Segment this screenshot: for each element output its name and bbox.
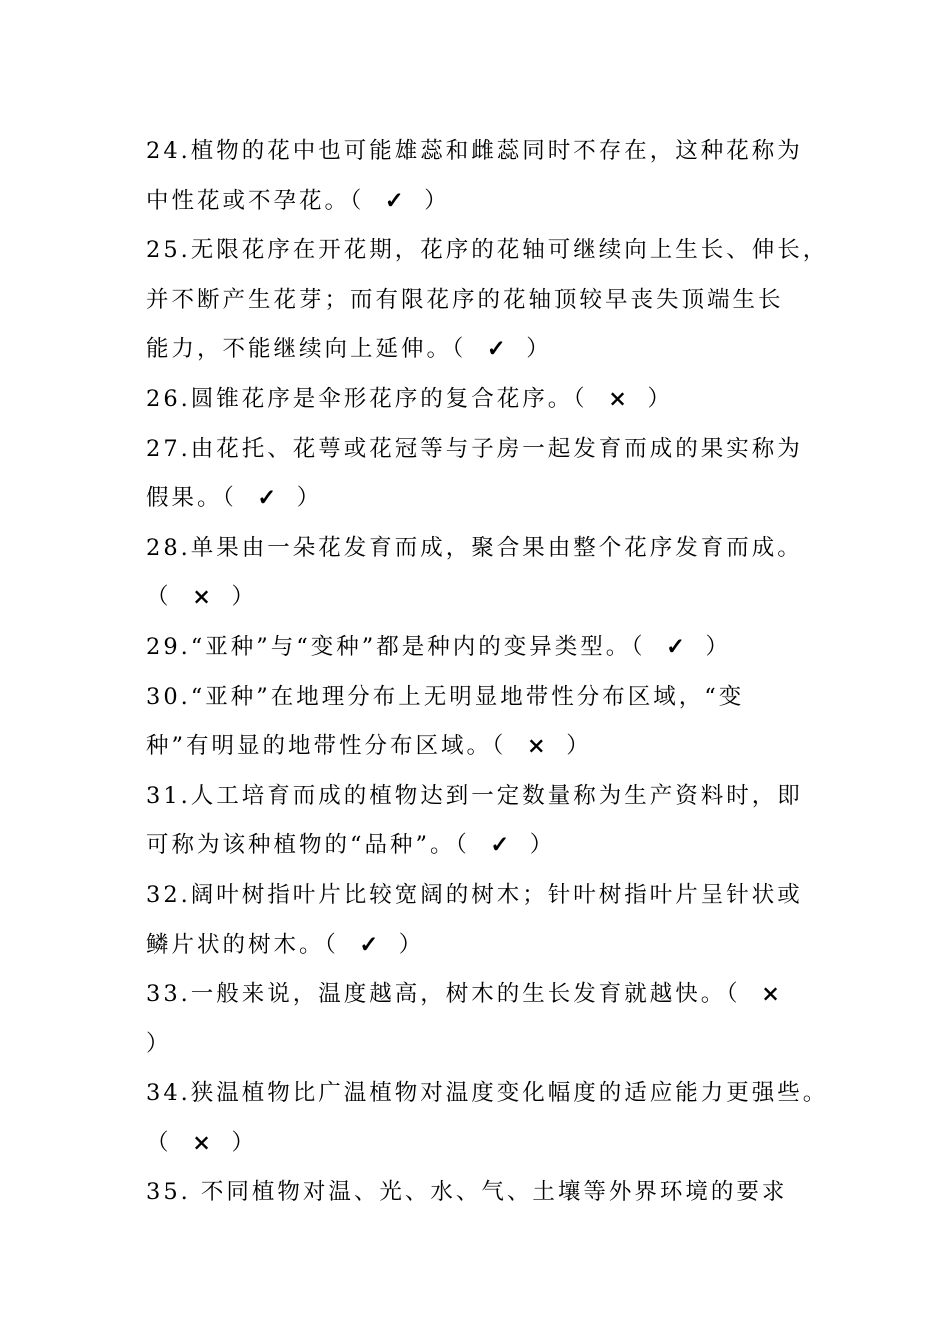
question-list — [146, 127, 836, 1218]
question-text: 可称为该种植物的“品种”。（ — [146, 832, 470, 859]
question-text: 种”有明显的地带性分布区域。（ — [146, 733, 507, 760]
question-item — [146, 772, 836, 871]
question-text: 32.阔叶树指叶片比较宽阔的树木；针叶树指叶片呈针状或 — [146, 881, 803, 908]
question-line — [146, 276, 836, 326]
question-line — [146, 375, 836, 425]
close-paren: ） — [424, 187, 450, 214]
question-item — [146, 127, 836, 226]
question-item — [146, 1069, 836, 1168]
question-line — [146, 226, 836, 276]
check-mark-icon: ✓ — [490, 832, 510, 859]
cross-mark-icon: × — [526, 733, 546, 760]
cross-mark-icon: × — [192, 584, 211, 611]
question-text: 能力，不能继续向上延伸。（ — [146, 336, 467, 363]
question-text: 24.植物的花中也可能雄蕊和雌蕊同时不存在，这种花称为 — [146, 138, 803, 164]
close-paren: ） — [398, 931, 425, 958]
question-line — [146, 722, 836, 772]
close-paren: ） — [529, 832, 556, 859]
question-item — [146, 673, 836, 772]
question-text: 26.圆锥花序是伞形花序的复合花序。（ — [146, 385, 588, 412]
close-paren: ） — [296, 485, 323, 512]
question-text: 35. 不同植物对温、光、水、气、土壤等外界环境的要求 — [146, 1179, 788, 1206]
close-paren: ） — [647, 385, 674, 412]
question-line — [146, 425, 836, 475]
question-line — [146, 325, 836, 375]
question-line — [146, 177, 836, 227]
check-mark-icon: ✓ — [486, 336, 506, 363]
question-item — [146, 226, 836, 375]
check-mark-icon: ✓ — [666, 633, 685, 660]
question-line — [146, 1168, 836, 1218]
close-paren: ） — [231, 584, 258, 611]
cross-mark-icon: × — [192, 1129, 211, 1156]
question-item — [146, 970, 836, 1069]
question-text: 33.一般来说，温度越高，树木的生长发育就越快。（ — [146, 981, 741, 1008]
question-line — [146, 921, 836, 971]
question-item — [146, 524, 836, 623]
question-line — [146, 127, 836, 177]
question-item — [146, 1168, 836, 1218]
question-text: 28.单果由一朵花发育而成，聚合果由整个花序发育而成。 — [146, 534, 803, 561]
question-item — [146, 871, 836, 970]
check-mark-icon: ✓ — [257, 485, 277, 512]
question-line — [146, 1020, 836, 1070]
close-paren: ） — [231, 1129, 258, 1156]
question-item — [146, 425, 836, 524]
close-paren: ） — [526, 336, 552, 363]
question-line — [146, 524, 836, 574]
cross-mark-icon: × — [608, 385, 627, 412]
question-text: 34.狭温植物比广温植物对温度变化幅度的适应能力更强些。 — [146, 1080, 829, 1107]
check-mark-icon: ✓ — [359, 931, 379, 958]
question-line — [146, 623, 836, 673]
question-item — [146, 623, 836, 673]
close-paren: ） — [146, 1030, 172, 1057]
question-line — [146, 1069, 836, 1119]
question-text: （ — [146, 584, 172, 611]
question-text: 中性花或不孕花。（ — [146, 187, 365, 214]
question-line — [146, 573, 836, 623]
question-line — [146, 673, 836, 723]
question-text: 29.“亚种”与“变种”都是种内的变异类型。（ — [146, 633, 646, 660]
question-item — [146, 375, 836, 425]
close-paren: ） — [705, 633, 732, 660]
question-line — [146, 821, 836, 871]
question-line — [146, 1119, 836, 1169]
question-text: 31.人工培育而成的植物达到一定数量称为生产资料时，即 — [146, 782, 803, 809]
question-line — [146, 970, 836, 1020]
cross-mark-icon: × — [761, 981, 780, 1008]
close-paren: ） — [566, 733, 592, 760]
question-text: 假果。（ — [146, 485, 237, 512]
question-line — [146, 772, 836, 822]
question-text: 并不断产生花芽；而有限花序的花轴顶较早丧失顶端生长 — [146, 286, 784, 313]
question-line — [146, 474, 836, 524]
question-text: 鳞片状的树木。（ — [146, 931, 339, 958]
question-text: 27.由花托、花萼或花冠等与子房一起发育而成的果实称为 — [146, 435, 803, 462]
question-line — [146, 871, 836, 921]
check-mark-icon: ✓ — [384, 187, 404, 214]
question-text: （ — [146, 1129, 172, 1156]
question-text: 30.“亚种”在地理分布上无明显地带性分布区域，“变 — [146, 683, 745, 710]
question-text: 25.无限花序在开花期，花序的花轴可继续向上生长、伸长， — [146, 237, 829, 264]
